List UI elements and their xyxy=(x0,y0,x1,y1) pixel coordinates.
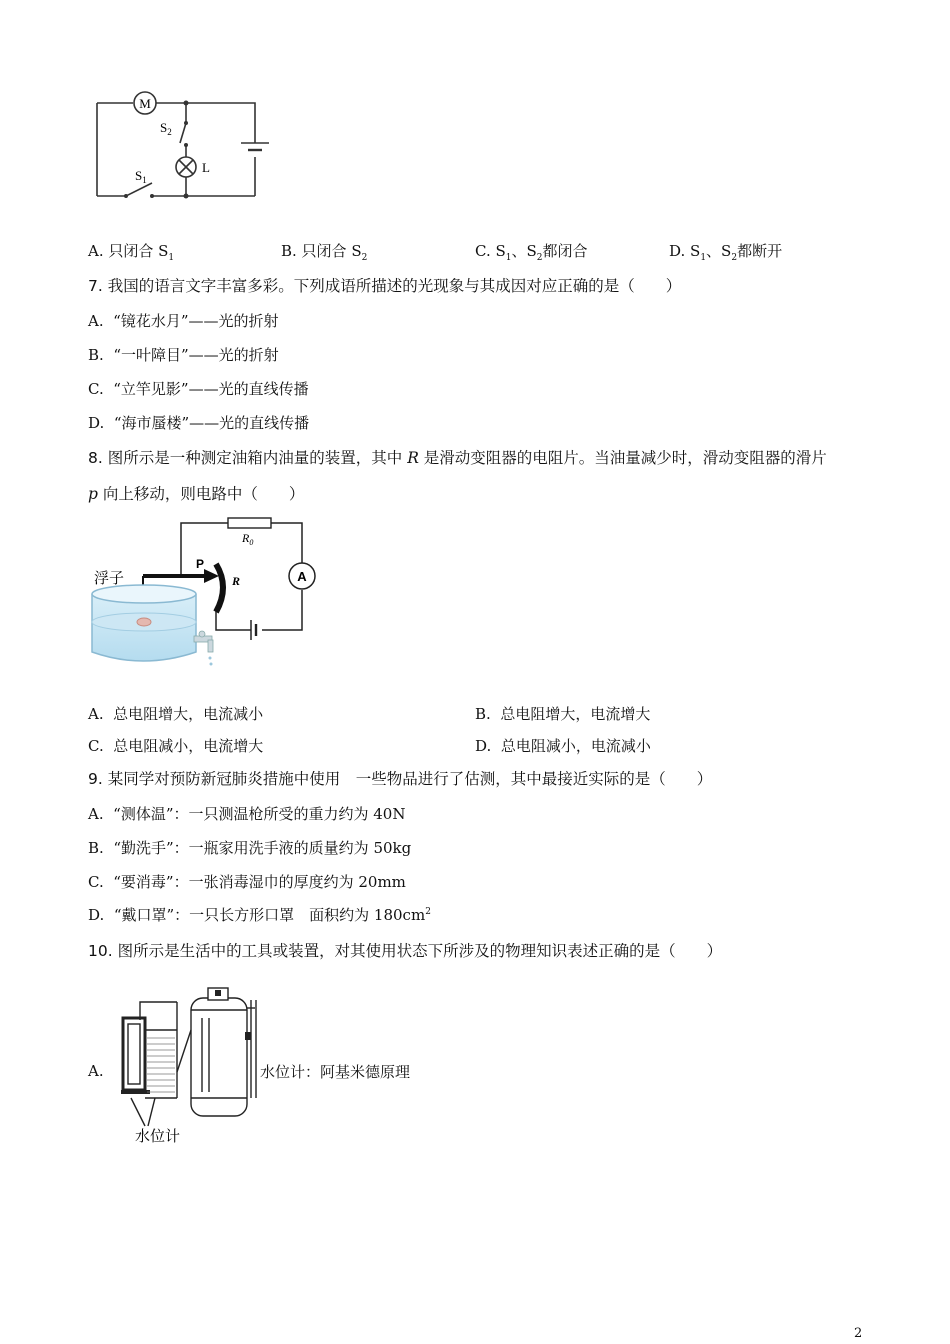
slider-label: P xyxy=(196,557,205,571)
lamp-label: L xyxy=(202,160,210,175)
float-label: 浮子 xyxy=(94,569,125,587)
q7-stem: 7. 我国的语言文字丰富多彩。下列成语所描述的光现象与其成因对应正确的是（ ） xyxy=(88,277,682,295)
q8-option-d: D. 总电阻减小，电流减小 xyxy=(475,737,651,755)
q6-option-c: C. $S_1$、$S_2$都闭合 xyxy=(475,242,588,263)
q10-option-a-text: 水位计：阿基米德原理 xyxy=(260,1063,411,1081)
switch1-label: $S_1$ xyxy=(135,168,147,185)
resistor-label: R xyxy=(232,574,241,588)
q9-option-a: A. “测体温”：一只测温枪所受的重力约为 40N xyxy=(88,805,406,823)
motor-label: M xyxy=(139,96,151,111)
q10-stem: 10. 图所示是生活中的工具或装置，对其使用状态下所涉及的物理知识表述正确的是（ ） xyxy=(88,942,723,960)
q10-option-a-label: A. xyxy=(88,1062,104,1080)
q6-option-d: D. $S_1$、$S_2$都断开 xyxy=(669,242,783,263)
q6-option-a: A. 只闭合 $S_1$ xyxy=(88,242,175,263)
q8-oil-tank-figure xyxy=(88,512,333,672)
q9-stem: 9. 某同学对预防新冠肺炎措施中使用 一些物品进行了估测，其中最接近实际的是（ ） xyxy=(88,770,713,788)
q8-stem-line1: 8. 图所示是一种测定油箱内油量的装置，其中 R 是滑动变阻器的电阻片。当油量减少时，滑动变阻器的滑片 xyxy=(88,449,827,467)
r0-label: $R_0$ xyxy=(242,531,254,547)
page-number: 2 xyxy=(854,1326,863,1341)
q9-option-d: D. “戴口罩”：一只长方形口罩 面积约为 $180cm^2$ xyxy=(88,906,431,924)
q7-option-c: C. “立竿见影”——光的直线传播 xyxy=(88,380,309,398)
q7-option-b: B. “一叶障目”——光的折射 xyxy=(88,346,279,364)
q10-water-level-figure xyxy=(115,980,265,1148)
ammeter-label: A xyxy=(297,569,307,584)
switch2-label: $S_2$ xyxy=(160,120,172,137)
q7-option-a: A. “镜花水月”——光的折射 xyxy=(88,312,279,330)
q8-option-a: A. 总电阻增大，电流减小 xyxy=(88,705,264,723)
q7-option-d: D. “海市蜃楼”——光的直线传播 xyxy=(88,414,310,432)
q9-option-c: C. “要消毒”：一张消毒湿巾的厚度约为 20mm xyxy=(88,873,406,891)
q8-stem-line2: p 向上移动，则电路中（ ） xyxy=(88,485,305,503)
q9-option-b: B. “勤洗手”：一瓶家用洗手液的质量约为 50kg xyxy=(88,839,412,857)
water-gauge-label: 水位计 xyxy=(135,1127,181,1145)
q8-option-b: B. 总电阻增大，电流增大 xyxy=(475,705,651,723)
q6-option-b: B. 只闭合 $S_2$ xyxy=(281,242,368,263)
q6-circuit-figure xyxy=(90,85,275,210)
q8-option-c: C. 总电阻减小，电流增大 xyxy=(88,737,264,755)
